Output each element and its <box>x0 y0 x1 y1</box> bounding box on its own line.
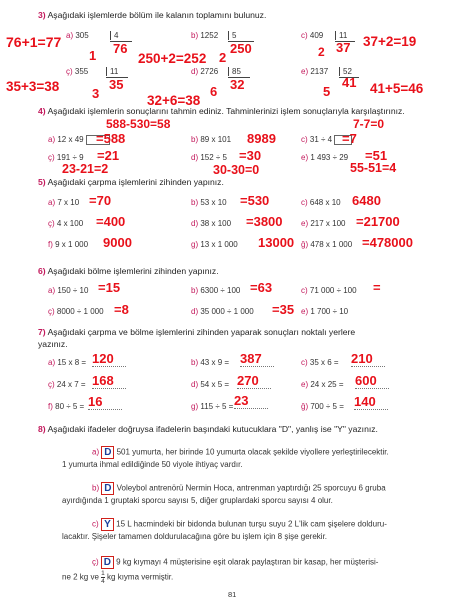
q3-e <box>301 67 328 76</box>
page-number: 81 <box>228 590 237 599</box>
q4-a-answer: =588 <box>96 131 126 146</box>
expression: 89 x 101 <box>200 135 232 144</box>
q7-d <box>191 380 229 389</box>
q7-text: Aşağıdaki çarpma ve bölme işlemlerini zihinden yaparak sonuçları noktalı yerlere <box>47 327 356 337</box>
q5-text: Aşağıdaki çarpma işlemlerini zihinden yapınız. <box>47 177 224 187</box>
q3-a-answer: 76+1=77 <box>6 34 62 50</box>
expression: 43 x 9 = <box>200 358 230 367</box>
item-label: e) <box>301 307 309 316</box>
item-label: d) <box>191 219 199 228</box>
q5-g <box>191 240 238 249</box>
fraction-numerator: 1 <box>101 570 105 577</box>
item-label: ç) <box>66 67 73 76</box>
expression: 35 000 ÷ 1 000 <box>200 307 254 316</box>
q3-a-quotient: 76 <box>113 41 128 56</box>
q4-d <box>191 153 227 162</box>
q3-b-remainder: 2 <box>219 50 227 65</box>
expression: 700 ÷ 5 = <box>310 402 344 411</box>
q6-b <box>191 286 240 295</box>
expression: 12 x 49 <box>57 135 84 145</box>
q4-note-4: 30-30=0 <box>213 163 260 177</box>
q5-b <box>191 198 227 207</box>
q3-b <box>191 31 218 40</box>
item-label: g) <box>191 402 199 411</box>
expression: 6300 ÷ 100 <box>200 286 241 295</box>
q3-e-quotient: 41 <box>342 75 357 90</box>
q8-c2-line2 <box>62 570 173 585</box>
q5-c2 <box>48 219 83 228</box>
q8-c2-line1 <box>92 556 378 569</box>
item-label: g) <box>191 240 199 249</box>
q5-number: 5) <box>38 177 46 187</box>
item-label: e) <box>301 67 309 76</box>
q4-b-answer: 8989 <box>247 131 276 146</box>
q7-c-answer: 210 <box>351 351 385 367</box>
item-label: b) <box>191 135 199 144</box>
q6-title <box>38 266 219 276</box>
q4-c2-answer: =21 <box>97 148 120 163</box>
q6-text: Aşağıdaki bölme işlemlerini zihinden yapınız. <box>47 266 219 276</box>
q5-c <box>301 198 341 207</box>
q6-c-answer: = <box>373 280 381 295</box>
item-label: ç) <box>48 307 55 316</box>
q6-b-answer: =63 <box>250 280 273 295</box>
q5-a <box>48 198 79 207</box>
expression: 24 x 25 = <box>310 380 344 389</box>
item-label: c) <box>301 286 308 295</box>
expression: 478 x 1 000 <box>310 240 353 249</box>
q5-f <box>48 240 88 249</box>
q3-c2-divisor: 11 <box>106 67 118 76</box>
item-label: f) <box>48 402 53 411</box>
item-label: e) <box>301 380 309 389</box>
item-label: d) <box>191 307 199 316</box>
q6-c <box>301 286 357 295</box>
expression: 152 ÷ 5 <box>200 153 227 162</box>
q3-d <box>191 67 218 76</box>
q6-d <box>191 307 254 316</box>
q3-b-answer: 250+2=252 <box>138 51 207 66</box>
q4-d-answer: =30 <box>239 148 262 163</box>
q4-note-5: 55-51=4 <box>350 161 397 175</box>
q3-c-answer: 37+2=19 <box>363 34 417 49</box>
fraction <box>101 570 105 585</box>
q3-d-remainder: 6 <box>210 84 218 99</box>
item-label: c) <box>301 358 308 367</box>
q7-a <box>48 358 86 367</box>
q4-note-1: 588-530=58 <box>106 117 171 131</box>
q7-c <box>301 358 339 367</box>
q5-title <box>38 177 224 187</box>
q3-c-remainder: 2 <box>318 45 325 59</box>
q4-text: Aşağıdaki işlemlerin sonuçlarını tahmin ediniz. Tahminlerinizi işlem sonuçlarıyla karşılaştırınız. <box>47 106 405 116</box>
q3-c-quotient: 37 <box>336 40 351 55</box>
q3-e-remainder: 5 <box>323 84 331 99</box>
item-label: c) <box>301 135 308 145</box>
q6-d-answer: =35 <box>272 302 295 317</box>
q5-e-answer: =21700 <box>356 214 400 229</box>
dividend: 2137 <box>310 67 329 76</box>
q3-number: 3) <box>38 10 46 20</box>
q3-d-divisor: 85 <box>228 67 241 76</box>
expression: 150 ÷ 10 <box>57 286 89 295</box>
q8-b-line1 <box>92 482 386 495</box>
item-label: a) <box>48 135 56 145</box>
item-label: e) <box>301 153 309 162</box>
q3-d-answer: 32+6=38 <box>147 93 201 108</box>
q8-b-line2: ayırdığında 1 gruptaki sporcu sayısı 5, diğer gruplardaki sporcu sayısı 4 olur. <box>62 496 333 505</box>
statement-text: Voleybol antrenörü Nermin Hoca, antrenman yaptırdığı 25 sporcuyu 6 gruba <box>116 483 386 493</box>
expression: 13 x 1 000 <box>200 240 238 249</box>
item-label: b) <box>191 358 199 367</box>
expression: 54 x 5 = <box>200 380 230 389</box>
item-label: c) <box>301 198 308 207</box>
q5-f-answer: 9000 <box>103 235 132 250</box>
item-label: ç) <box>48 380 55 389</box>
q3-c <box>301 31 323 40</box>
expression: 71 000 ÷ 100 <box>309 286 357 295</box>
q7-g-answer: 23 <box>234 393 268 409</box>
item-label: b) <box>191 31 199 40</box>
item-label: a) <box>48 358 56 367</box>
q3-c2-remainder: 3 <box>92 86 100 101</box>
q3-a-remainder: 1 <box>89 48 97 63</box>
expression: 80 ÷ 5 = <box>55 402 85 411</box>
expression: 24 x 7 = <box>56 380 86 389</box>
q7-f <box>48 402 84 411</box>
expression: 115 ÷ 5 = <box>200 402 234 411</box>
expression: 191 ÷ 9 <box>56 153 84 162</box>
q5-d-answer: =3800 <box>246 214 283 229</box>
item-label: b) <box>92 483 100 493</box>
q6-e <box>301 307 348 316</box>
q8-title <box>38 424 378 434</box>
item-label: f) <box>48 240 53 249</box>
q7-f-answer: 16 <box>88 394 122 410</box>
expression: 9 x 1 000 <box>55 240 89 249</box>
dividend: 305 <box>75 31 89 40</box>
q6-c2-answer: =8 <box>114 302 129 317</box>
q3-e-divisor: 52 <box>339 67 352 76</box>
q3-b-quotient: 250 <box>230 41 252 56</box>
q5-g2 <box>301 240 352 249</box>
dividend: 409 <box>309 31 324 40</box>
item-label: d) <box>191 67 199 76</box>
expression: 53 x 10 <box>200 198 227 207</box>
q3-title <box>38 10 266 20</box>
q4-b <box>191 135 231 144</box>
q5-e <box>301 219 346 228</box>
item-label: c) <box>92 519 99 529</box>
item-label: a) <box>92 447 100 457</box>
q8-c-line2: lacaktır. Şişeler tamamen doldurulacağına göre bu işlem için 8 şişe gerekir. <box>62 532 328 541</box>
expression: 15 x 8 = <box>57 358 87 367</box>
expression: 4 x 100 <box>56 219 84 228</box>
q8-a-line2: 1 yumurta ihmal edildiğinde 50 viyole ihtiyaç vardır. <box>62 460 243 469</box>
q7-g2 <box>301 402 344 411</box>
item-label: a) <box>48 198 56 207</box>
expression: 31 ÷ 4 <box>309 135 333 145</box>
q3-c2-quotient: 35 <box>109 77 124 92</box>
q5-g-answer: 13000 <box>258 235 295 250</box>
q5-a-answer: =70 <box>89 193 112 208</box>
q8-text: Aşağıdaki ifadeler doğruysa ifadelerin başındaki kutucuklara "D", yanlış ise "Y" yazınız. <box>47 424 378 434</box>
q4-c2 <box>48 153 84 162</box>
expression: 8000 ÷ 1 000 <box>56 307 104 316</box>
expression: 1 700 ÷ 10 <box>310 307 349 316</box>
q4-e-answer: =51 <box>365 148 388 163</box>
q6-c2 <box>48 307 104 316</box>
q3-e-answer: 41+5=46 <box>370 81 424 96</box>
q3-b-divisor: 5 <box>228 31 236 40</box>
statement-text: 9 kg kıymayı 4 müşterisine eşit olarak paylaştıran bir kasap, her müşterisi- <box>116 557 379 567</box>
item-label: b) <box>191 198 199 207</box>
item-label: ç) <box>92 557 99 567</box>
answer-box[interactable]: D <box>101 446 114 459</box>
q3-c2-answer: 35+3=38 <box>6 79 60 94</box>
q7-title <box>38 327 355 337</box>
answer-box[interactable]: D <box>101 482 114 495</box>
q3-d-quotient: 32 <box>230 77 245 92</box>
q7-a-answer: 120 <box>92 351 126 367</box>
q6-a-answer: =15 <box>98 280 121 295</box>
q4-e <box>301 153 348 162</box>
item-label: a) <box>66 31 74 40</box>
q4-number: 4) <box>38 106 46 116</box>
q8-a-line1 <box>92 446 389 459</box>
fraction-denominator: 4 <box>101 578 105 585</box>
item-label: d) <box>191 380 199 389</box>
q7-b <box>191 358 229 367</box>
q4-note-2: 7-7=0 <box>353 117 385 131</box>
expression: 7 x 10 <box>57 198 80 207</box>
answer-box[interactable]: Y <box>101 518 114 531</box>
q5-c-answer: 6480 <box>352 193 381 208</box>
statement-text: 501 yumurta, her birinde 10 yumurta olacak şekilde viyollere yerleştirilecektir. <box>116 447 389 457</box>
q3-a-divisor: 4 <box>110 31 118 40</box>
dividend: 2726 <box>200 67 219 76</box>
q4-title <box>38 105 448 117</box>
q7-c2 <box>48 380 86 389</box>
statement-text: kg kıyma vermiştir. <box>107 572 174 582</box>
q6-a <box>48 286 88 295</box>
q3-c-divisor: 11 <box>335 31 347 40</box>
item-label: b) <box>191 286 199 295</box>
q3-text: Aşağıdaki işlemlerde bölüm ile kalanın toplamını bulunuz. <box>47 10 267 20</box>
item-label: ç) <box>48 153 55 162</box>
dividend: 355 <box>74 67 89 76</box>
q7-g <box>191 402 233 411</box>
item-label: a) <box>48 286 56 295</box>
q7-g2-answer: 140 <box>354 394 388 410</box>
item-label: ç) <box>48 219 55 228</box>
q4-note-3: 23-21=2 <box>62 162 109 176</box>
q5-c2-answer: =400 <box>96 214 126 229</box>
expression: 648 x 10 <box>309 198 341 207</box>
expression: 35 x 6 = <box>309 358 339 367</box>
expression: 1 493 ÷ 29 <box>310 153 349 162</box>
q4-c-answer: =7 <box>342 131 357 146</box>
q3-c2 <box>66 67 88 76</box>
q7-e-answer: 600 <box>355 373 389 389</box>
q7-number: 7) <box>38 327 46 337</box>
q8-c-line1 <box>92 518 387 531</box>
item-label: ğ) <box>301 402 309 411</box>
q8-number: 8) <box>38 424 46 434</box>
answer-box[interactable]: D <box>101 556 114 569</box>
q3-a <box>66 31 89 40</box>
item-label: e) <box>301 219 309 228</box>
expression: 217 x 100 <box>310 219 346 228</box>
q7-e <box>301 380 344 389</box>
item-label: d) <box>191 153 199 162</box>
item-label: c) <box>301 31 308 40</box>
q5-b-answer: =530 <box>240 193 270 208</box>
q7-title-line2: yazınız. <box>38 339 68 349</box>
statement-text: ne 2 kg ve <box>62 572 99 582</box>
item-label: ğ) <box>301 240 309 249</box>
statement-text: 15 L hacmindeki bir bidonda bulunan turşu suyu 2 L'lik cam şişelere dolduru- <box>116 519 387 529</box>
q7-d-answer: 270 <box>237 373 271 389</box>
q5-d <box>191 219 231 228</box>
dividend: 1252 <box>200 31 219 40</box>
expression: 38 x 100 <box>200 219 232 228</box>
q6-number: 6) <box>38 266 46 276</box>
q5-g2-answer: =478000 <box>362 235 413 250</box>
q7-c2-answer: 168 <box>92 373 126 389</box>
q7-b-answer: 387 <box>240 351 274 367</box>
